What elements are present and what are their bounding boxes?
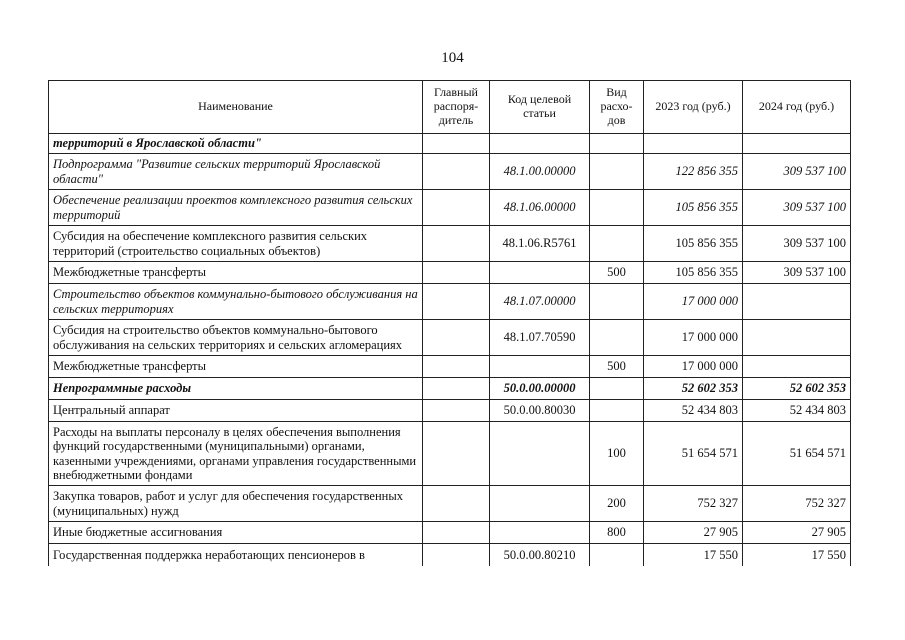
cell-name: территорий в Ярославской области" xyxy=(49,134,423,154)
table-row xyxy=(49,190,851,226)
cell-2023: 52 602 353 xyxy=(644,378,743,400)
cell-name: Подпрограмма "Развитие сельских территорий Ярославской области" xyxy=(49,154,423,190)
cell-2024: 752 327 xyxy=(743,486,851,522)
cell-kind: 800 xyxy=(590,522,644,544)
cell-code: 48.1.06.R5761 xyxy=(490,226,590,262)
header-2023: 2023 год (руб.) xyxy=(644,81,743,134)
table-row xyxy=(49,522,851,544)
header-kind: Вид расхо-дов xyxy=(590,81,644,134)
cell-manager xyxy=(423,320,490,356)
cell-name: Межбюджетные трансферты xyxy=(49,356,423,378)
cell-kind xyxy=(590,134,644,154)
cell-manager xyxy=(423,134,490,154)
cell-manager xyxy=(423,422,490,486)
cell-2024: 309 537 100 xyxy=(743,154,851,190)
cell-2024: 309 537 100 xyxy=(743,190,851,226)
header-manager: Главный распоря-дитель xyxy=(423,81,490,134)
table-header-row xyxy=(49,81,851,134)
cell-2023: 52 434 803 xyxy=(644,400,743,422)
table-row xyxy=(49,320,851,356)
cell-code: 50.0.00.00000 xyxy=(490,378,590,400)
cell-kind xyxy=(590,226,644,262)
cell-manager xyxy=(423,190,490,226)
cell-name: Закупка товаров, работ и услуг для обеспечения государственных (муниципальных) нужд xyxy=(49,486,423,522)
cell-manager xyxy=(423,262,490,284)
cell-manager xyxy=(423,486,490,522)
header-name: Наименование xyxy=(49,81,423,134)
cell-kind xyxy=(590,190,644,226)
cell-code: 48.1.07.70590 xyxy=(490,320,590,356)
cell-manager xyxy=(423,226,490,262)
cell-2023: 51 654 571 xyxy=(644,422,743,486)
cell-manager xyxy=(423,154,490,190)
table-row xyxy=(49,544,851,566)
budget-table xyxy=(48,80,851,566)
cell-manager xyxy=(423,378,490,400)
cell-name: Субсидия на обеспечение комплексного развития сельских территорий (строительство социальных объектов) xyxy=(49,226,423,262)
cell-2024 xyxy=(743,134,851,154)
cell-kind xyxy=(590,320,644,356)
table-row xyxy=(49,378,851,400)
cell-kind: 500 xyxy=(590,262,644,284)
cell-2023: 105 856 355 xyxy=(644,262,743,284)
cell-manager xyxy=(423,522,490,544)
cell-manager xyxy=(423,284,490,320)
cell-2023: 17 000 000 xyxy=(644,284,743,320)
cell-kind: 100 xyxy=(590,422,644,486)
cell-2024: 27 905 xyxy=(743,522,851,544)
cell-name: Центральный аппарат xyxy=(49,400,423,422)
cell-2023: 752 327 xyxy=(644,486,743,522)
cell-2024 xyxy=(743,356,851,378)
table-row xyxy=(49,284,851,320)
cell-code xyxy=(490,262,590,284)
table-row xyxy=(49,262,851,284)
table-row xyxy=(49,226,851,262)
cell-kind xyxy=(590,400,644,422)
cell-2023 xyxy=(644,134,743,154)
cell-2023: 105 856 355 xyxy=(644,226,743,262)
cell-kind: 200 xyxy=(590,486,644,522)
cell-kind xyxy=(590,154,644,190)
cell-name: Иные бюджетные ассигнования xyxy=(49,522,423,544)
cell-code xyxy=(490,356,590,378)
cell-kind xyxy=(590,378,644,400)
cell-2023: 105 856 355 xyxy=(644,190,743,226)
cell-name: Межбюджетные трансферты xyxy=(49,262,423,284)
cell-code: 50.0.00.80210 xyxy=(490,544,590,566)
cell-2023: 17 000 000 xyxy=(644,320,743,356)
cell-name: Непрограммные расходы xyxy=(49,378,423,400)
cell-name: Субсидия на строительство объектов коммунально-бытового обслуживания на сельских территориях и сельских агломерациях xyxy=(49,320,423,356)
cell-code xyxy=(490,522,590,544)
cell-kind xyxy=(590,284,644,320)
cell-manager xyxy=(423,400,490,422)
cell-2024: 52 434 803 xyxy=(743,400,851,422)
cell-2023: 17 550 xyxy=(644,544,743,566)
cell-2023: 27 905 xyxy=(644,522,743,544)
cell-2023: 122 856 355 xyxy=(644,154,743,190)
cell-name: Государственная поддержка неработающих пенсионеров в xyxy=(49,544,423,566)
header-code: Код целевой статьи xyxy=(490,81,590,134)
table-row xyxy=(49,134,851,154)
cell-2023: 17 000 000 xyxy=(644,356,743,378)
cell-2024 xyxy=(743,320,851,356)
page-number: 104 xyxy=(441,50,464,66)
table-row xyxy=(49,400,851,422)
cell-2024: 309 537 100 xyxy=(743,226,851,262)
cell-2024 xyxy=(743,284,851,320)
cell-kind: 500 xyxy=(590,356,644,378)
cell-name: Обеспечение реализации проектов комплексного развития сельских территорий xyxy=(49,190,423,226)
cell-code: 48.1.00.00000 xyxy=(490,154,590,190)
cell-manager xyxy=(423,356,490,378)
cell-kind xyxy=(590,544,644,566)
cell-2024: 309 537 100 xyxy=(743,262,851,284)
cell-manager xyxy=(423,544,490,566)
cell-code: 48.1.06.00000 xyxy=(490,190,590,226)
cell-code: 48.1.07.00000 xyxy=(490,284,590,320)
cell-2024: 52 602 353 xyxy=(743,378,851,400)
cell-name: Строительство объектов коммунально-бытового обслуживания на сельских территориях xyxy=(49,284,423,320)
header-2024: 2024 год (руб.) xyxy=(743,81,851,134)
cell-code: 50.0.00.80030 xyxy=(490,400,590,422)
cell-code xyxy=(490,422,590,486)
cell-2024: 17 550 xyxy=(743,544,851,566)
cell-code xyxy=(490,134,590,154)
cell-name: Расходы на выплаты персоналу в целях обеспечения выполнения функций государственными (муниципальными) органами, казенными учреждениями, органами управления государственными внебюджетными фондами xyxy=(49,422,423,486)
cell-code xyxy=(490,486,590,522)
table-row xyxy=(49,356,851,378)
table-row xyxy=(49,154,851,190)
cell-2024: 51 654 571 xyxy=(743,422,851,486)
table-row xyxy=(49,486,851,522)
table-row xyxy=(49,422,851,486)
